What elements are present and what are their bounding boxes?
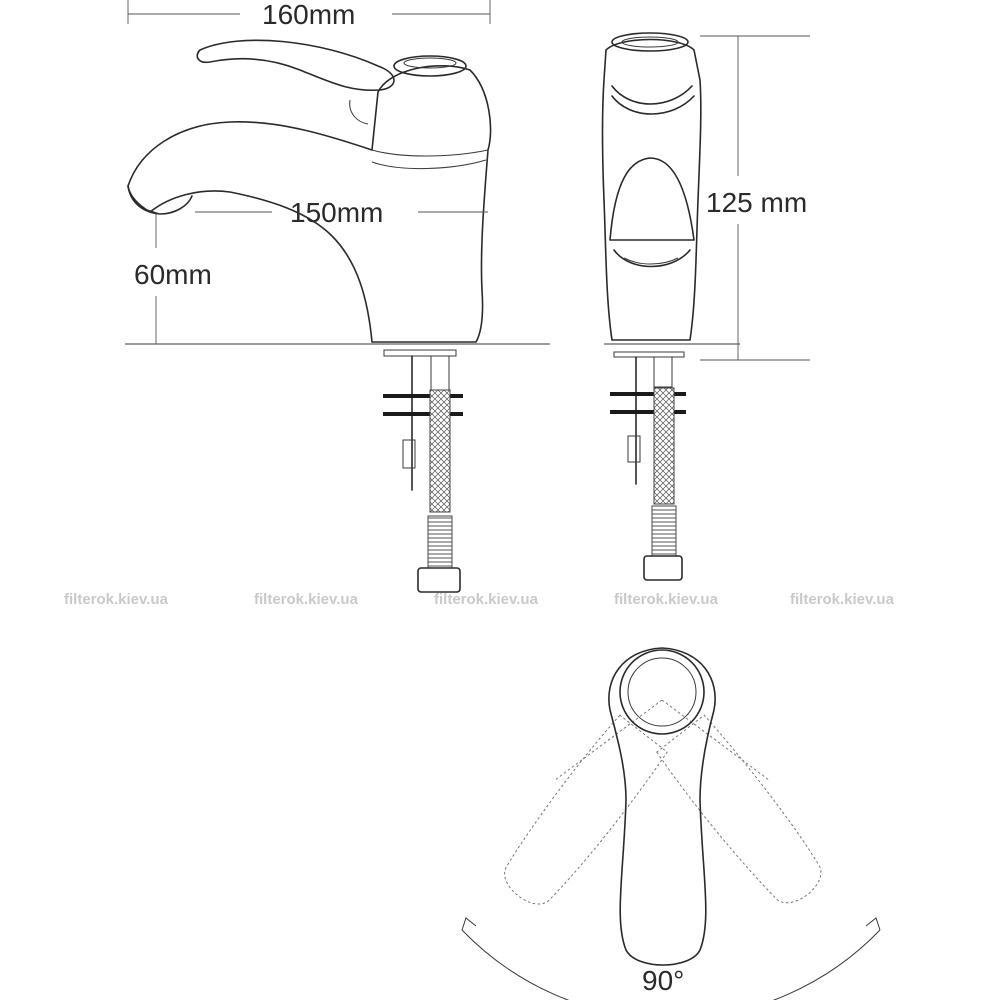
washer-bottom — [383, 412, 463, 416]
washer-top — [383, 394, 463, 398]
mount-stud-nut — [403, 440, 415, 468]
front-spout-dome — [610, 158, 694, 240]
lever-pivot — [350, 100, 368, 124]
watermark: filterok.kiev.ua — [254, 591, 358, 608]
watermark: filterok.kiev.ua — [64, 591, 168, 608]
rotation-guide-right — [662, 700, 769, 780]
front-washer-bottom — [610, 410, 686, 414]
front-hose-coil — [652, 506, 676, 556]
dim-total-height-label: 125 mm — [706, 187, 808, 218]
cartridge-cap-inner — [628, 658, 696, 726]
top-view — [462, 648, 880, 1000]
mounting-hardware-side — [383, 350, 463, 592]
dim-reach-label: 150mm — [290, 197, 384, 228]
lever-handle-side — [197, 40, 394, 90]
body-joint-2 — [372, 160, 486, 169]
body-joint — [372, 150, 488, 156]
spout-aerator — [128, 186, 192, 214]
hose-fitting — [431, 356, 449, 390]
rotation-guide-left — [555, 700, 662, 780]
lever-ghost-left — [655, 713, 832, 914]
rotation-angle-label: 90° — [642, 965, 685, 996]
watermark: filterok.kiev.ua — [790, 591, 894, 608]
front-hose-fitting — [654, 357, 672, 387]
arc-arrow-right — [866, 918, 880, 930]
front-handle-line — [612, 86, 692, 104]
mount-plate — [384, 350, 456, 356]
front-washer-top — [610, 392, 686, 396]
front-hose-nut — [644, 556, 682, 580]
watermark-row — [64, 591, 895, 608]
lever-ghost-right — [492, 714, 669, 915]
front-top-cap-inner — [622, 37, 678, 47]
front-handle-line-2 — [612, 96, 694, 114]
front-braided-hose — [654, 388, 674, 504]
watermark: filterok.kiev.ua — [434, 591, 538, 608]
side-view — [125, 0, 550, 592]
hose-coil — [428, 516, 452, 568]
dim-width-label: 160mm — [262, 0, 356, 30]
front-view — [603, 33, 811, 580]
braided-hose — [430, 390, 450, 512]
dim-spout-height-label: 60mm — [134, 259, 212, 290]
lever-top-view — [609, 648, 715, 965]
front-mount-plate — [614, 352, 684, 357]
faucet-body-front — [603, 40, 701, 341]
arc-arrow-left — [462, 918, 476, 930]
watermark: filterok.kiev.ua — [614, 591, 718, 608]
front-mount-stud-nut — [628, 436, 640, 462]
hose-nut — [418, 568, 460, 592]
mounting-hardware-front — [610, 352, 686, 580]
cartridge-cap-outer — [620, 650, 704, 734]
